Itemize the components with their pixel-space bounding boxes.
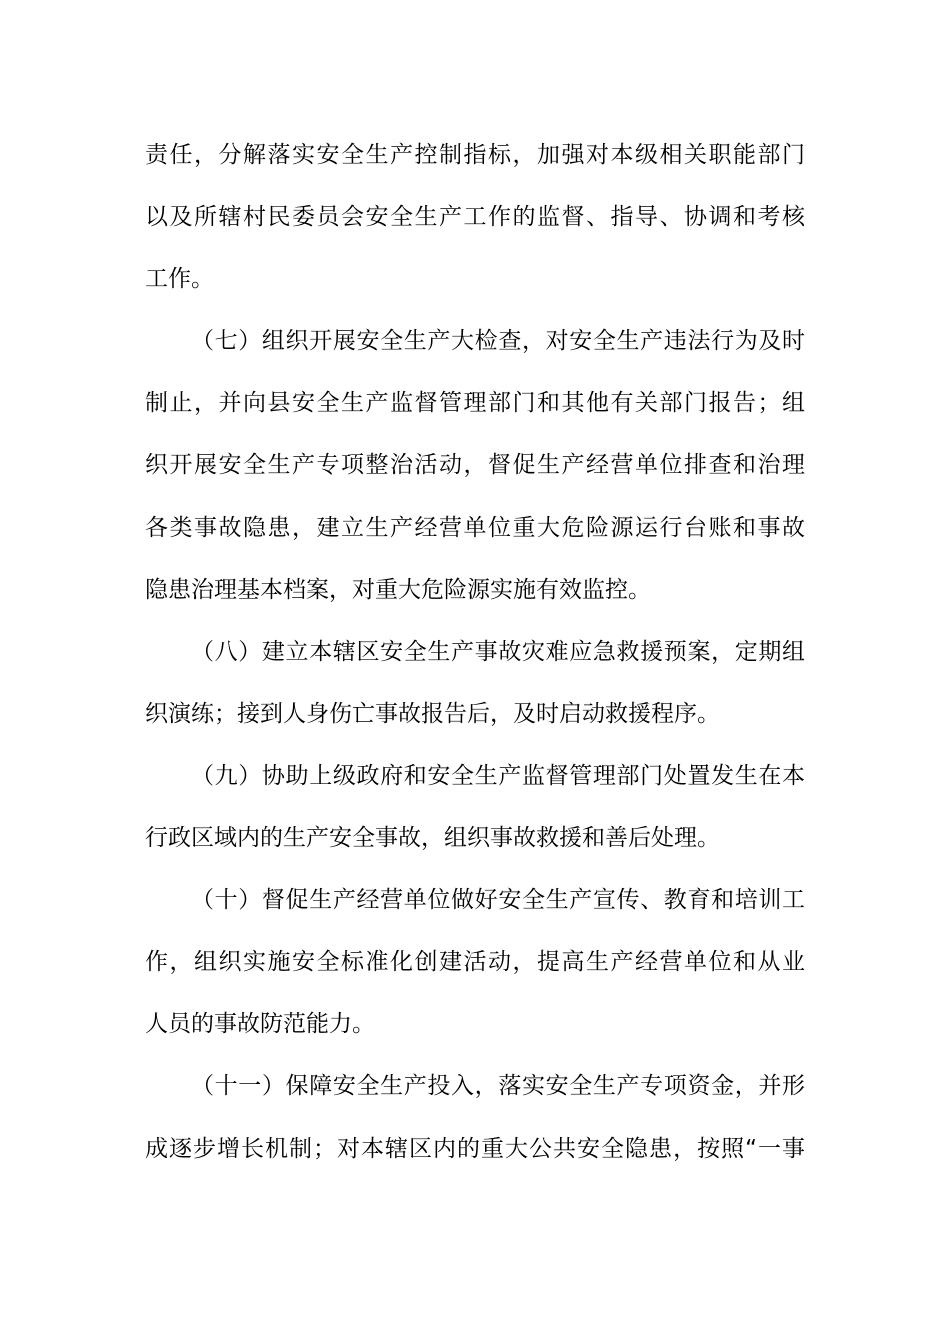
text-line: 制止，并向县安全生产监督管理部门和其他有关部门报告；组 — [145, 390, 805, 417]
text-line: 隐患治理基本档案，对重大危险源实施有效监控。 — [145, 576, 651, 603]
paragraph-9-start: （九）协助上级政府和安全生产监督管理部门处置发生在本 — [191, 762, 805, 789]
paragraph-10-start: （十）督促生产经营单位做好安全生产宣传、教育和培训工 — [191, 887, 805, 914]
text-line: 人员的事故防范能力。 — [145, 1011, 375, 1038]
text-line: 作，组织实施安全标准化创建活动，提高生产经营单位和从业 — [145, 949, 805, 976]
text-line: 织演练；接到人身伤亡事故报告后，及时启动救援程序。 — [145, 700, 720, 727]
text-line: 各类事故隐患，建立生产经营单位重大危险源运行台账和事故 — [145, 514, 805, 541]
paragraph-11-start: （十一）保障安全生产投入，落实安全生产专项资金，并形 — [191, 1073, 805, 1100]
text-line: 以及所辖村民委员会安全生产工作的监督、指导、协调和考核 — [145, 204, 805, 231]
text-line: 工作。 — [145, 266, 214, 293]
paragraph-8-start: （八）建立本辖区安全生产事故灾难应急救援预案，定期组 — [191, 638, 805, 665]
text-line: 行政区域内的生产安全事故，组织事故救援和善后处理。 — [145, 825, 720, 852]
text-line: 织开展安全生产专项整治活动，督促生产经营单位排查和治理 — [145, 452, 805, 479]
text-line: 成逐步增长机制；对本辖区内的重大公共安全隐患，按照“一事 — [145, 1135, 805, 1162]
text-line: 责任，分解落实安全生产控制指标，加强对本级相关职能部门 — [145, 142, 805, 168]
paragraph-7-start: （七）组织开展安全生产大检查，对安全生产违法行为及时 — [191, 328, 805, 355]
document-body — [145, 124, 805, 1180]
